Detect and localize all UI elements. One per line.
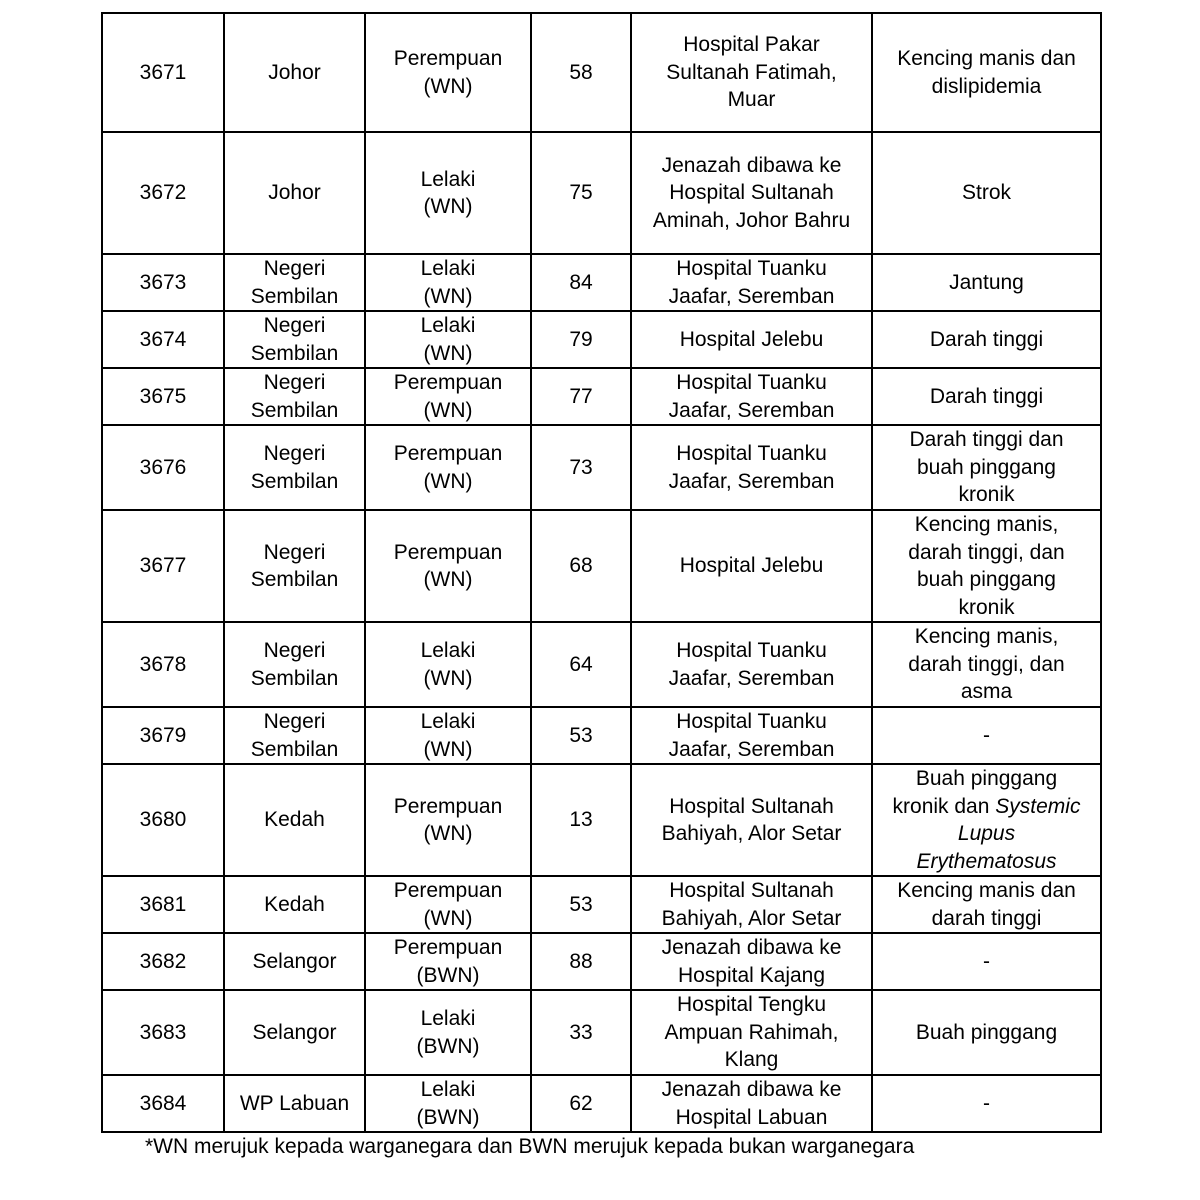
table-row: [102, 1075, 1101, 1132]
cell-state-line: Sembilan: [250, 284, 339, 308]
cell-gender: [365, 764, 531, 876]
cell-condition-line: Darah tinggi: [929, 384, 1044, 408]
cell-hospital-line: Sultanah Fatimah,: [666, 60, 837, 84]
cell-age: 64: [531, 622, 631, 707]
cell-gender-line: Perempuan: [393, 540, 503, 564]
cell-hospital: [631, 311, 872, 368]
cell-condition-line: -: [983, 723, 990, 747]
cell-condition-line: Erythematosus: [916, 849, 1057, 873]
cell-case-id: 3677: [102, 510, 224, 622]
cell-hospital-line: Hospital Tuanku: [676, 257, 827, 280]
cell-case-id: 3680: [102, 764, 224, 876]
cell-gender-line: Perempuan: [393, 936, 503, 959]
table-row: [102, 13, 1101, 132]
cell-hospital-line: Hospital Pakar: [683, 33, 820, 57]
cell-gender-line: Lelaki: [420, 639, 476, 662]
cell-state: [224, 368, 365, 425]
cell-hospital-line: Jenazah dibawa ke: [661, 1078, 842, 1101]
cell-gender: [365, 622, 531, 707]
cell-hospital-line: Bahiyah, Alor Setar: [661, 822, 842, 845]
cell-state-line: Sembilan: [250, 398, 339, 422]
cell-hospital: [631, 707, 872, 764]
cell-hospital-line: Jaafar, Seremban: [668, 284, 835, 308]
table-row: [102, 990, 1101, 1075]
cell-hospital: [631, 254, 872, 311]
cell-hospital: [631, 510, 872, 622]
cell-state: [224, 933, 365, 990]
cell-condition: [872, 933, 1101, 990]
cell-case-id: 3671: [102, 13, 224, 132]
table-row: [102, 933, 1101, 990]
cell-hospital-line: Hospital Tuanku: [676, 639, 827, 662]
cell-state-line: Negeri: [263, 371, 326, 394]
cell-hospital-line: Jenazah dibawa ke: [661, 936, 842, 959]
footnote: *WN merujuk kepada warganegara dan BWN merujuk kepada bukan warganegara: [145, 1135, 915, 1158]
cell-gender-line: Perempuan: [393, 47, 503, 70]
cell-gender: [365, 132, 531, 254]
cell-gender: [365, 1075, 531, 1132]
cell-condition: [872, 1075, 1101, 1132]
cell-gender-line: Lelaki: [420, 1007, 476, 1030]
cell-gender-line: (WN): [423, 666, 473, 690]
cell-condition: [872, 990, 1101, 1075]
cell-state: [224, 510, 365, 622]
cell-gender: [365, 368, 531, 425]
cell-hospital: [631, 764, 872, 876]
cell-hospital-line: Jaafar, Seremban: [668, 469, 835, 493]
cell-gender-line: Lelaki: [420, 710, 476, 733]
cell-gender-line: Lelaki: [420, 167, 476, 191]
cell-hospital-line: Hospital Sultanah: [669, 879, 834, 902]
cell-gender-line: (BWN): [416, 963, 480, 987]
cell-gender-line: (WN): [423, 74, 473, 98]
cell-gender: [365, 876, 531, 933]
cell-case-id: 3676: [102, 425, 224, 510]
cell-condition-line: Jantung: [949, 270, 1024, 294]
cell-gender-line: Perempuan: [393, 879, 503, 902]
cell-state-line: Sembilan: [250, 737, 339, 761]
cell-condition-line: buah pinggang: [917, 455, 1056, 479]
cell-hospital-line: Ampuan Rahimah,: [664, 1020, 839, 1044]
cell-condition: [872, 622, 1101, 707]
cell-hospital-line: Jenazah dibawa ke: [661, 153, 842, 177]
cell-hospital: [631, 622, 872, 707]
cell-gender-line: Lelaki: [420, 257, 476, 280]
cell-hospital-line: Hospital Tengku: [676, 993, 827, 1017]
cell-condition: [872, 311, 1101, 368]
cell-condition-line: Buah pinggang: [915, 767, 1058, 790]
cell-case-id: 3674: [102, 311, 224, 368]
cell-hospital-line: Muar: [727, 88, 776, 112]
cell-hospital-line: Jaafar, Seremban: [668, 737, 835, 761]
cell-condition-line: Strok: [961, 181, 1011, 205]
cell-state: [224, 425, 365, 510]
cell-condition: [872, 707, 1101, 764]
cell-condition-line: Buah pinggang: [915, 1020, 1058, 1044]
cell-condition-line: Lupus: [957, 822, 1016, 845]
cell-condition-line: kronik: [958, 595, 1015, 619]
cell-condition: [872, 132, 1101, 254]
cell-hospital-line: Klang: [724, 1048, 779, 1072]
table-row: [102, 311, 1101, 368]
cell-condition: [872, 254, 1101, 311]
cell-gender-line: (WN): [423, 822, 473, 845]
cell-gender: [365, 311, 531, 368]
cell-age: 75: [531, 132, 631, 254]
cell-state-line: Johor: [268, 181, 321, 205]
cell-condition-line: darah tinggi, dan: [908, 540, 1065, 564]
cell-gender-line: (WN): [423, 398, 473, 422]
cell-state-line: Sembilan: [250, 568, 339, 591]
cell-condition: [872, 510, 1101, 622]
cell-case-id: 3675: [102, 368, 224, 425]
cell-condition-line: kronik dan Systemic: [892, 794, 1081, 818]
cell-hospital-line: Hospital Labuan: [675, 1105, 828, 1129]
cell-age: 33: [531, 990, 631, 1075]
cell-gender-line: (WN): [423, 737, 473, 761]
cell-age: 13: [531, 764, 631, 876]
cell-state-line: Selangor: [252, 1020, 337, 1044]
cell-gender-line: Perempuan: [393, 371, 503, 394]
cell-hospital: [631, 1075, 872, 1132]
cell-gender-line: (WN): [423, 195, 473, 218]
table-row: [102, 425, 1101, 510]
cell-hospital-line: Hospital Jelebu: [679, 327, 824, 351]
cell-condition-line: Kencing manis dan: [897, 879, 1076, 902]
cell-condition: [872, 764, 1101, 876]
cell-hospital-line: Hospital Sultanah: [669, 794, 834, 818]
cell-gender-line: (BWN): [416, 1105, 480, 1129]
cell-state-line: Selangor: [252, 949, 337, 973]
cell-state-line: Negeri: [263, 710, 326, 733]
cases-table-container: [101, 12, 1100, 1133]
cell-state: [224, 707, 365, 764]
table-row: [102, 622, 1101, 707]
cell-hospital: [631, 876, 872, 933]
cell-gender-line: (WN): [423, 284, 473, 308]
cell-hospital: [631, 425, 872, 510]
cell-gender: [365, 707, 531, 764]
cell-hospital-line: Hospital Sultanah: [669, 181, 834, 205]
cell-age: 53: [531, 707, 631, 764]
cell-case-id: 3681: [102, 876, 224, 933]
cell-state-line: Sembilan: [250, 469, 339, 493]
cell-condition-line: darah tinggi: [931, 906, 1042, 930]
cell-condition-line: Kencing manis,: [914, 625, 1059, 649]
cell-hospital: [631, 933, 872, 990]
cell-gender: [365, 510, 531, 622]
cases-table: [101, 12, 1102, 1133]
cell-gender-line: Lelaki: [420, 314, 476, 337]
cell-gender-line: Perempuan: [393, 794, 503, 818]
cell-state: [224, 13, 365, 132]
cell-gender-line: (WN): [423, 568, 473, 591]
cell-gender: [365, 990, 531, 1075]
cell-state-line: Negeri: [263, 639, 326, 662]
cell-state: [224, 132, 365, 254]
cell-gender: [365, 425, 531, 510]
cell-case-id: 3682: [102, 933, 224, 990]
cell-condition-line: darah tinggi, dan: [908, 652, 1065, 676]
cell-hospital-line: Hospital Tuanku: [676, 371, 827, 394]
cell-case-id: 3684: [102, 1075, 224, 1132]
cell-hospital-line: Hospital Tuanku: [676, 442, 827, 465]
cell-state: [224, 311, 365, 368]
cell-state: [224, 622, 365, 707]
table-row: [102, 510, 1101, 622]
cell-state-line: Sembilan: [250, 341, 339, 365]
table-row: [102, 254, 1101, 311]
cell-hospital: [631, 990, 872, 1075]
cell-condition: [872, 368, 1101, 425]
cell-state: [224, 990, 365, 1075]
cell-condition-line: Kencing manis,: [914, 513, 1059, 536]
cell-case-id: 3679: [102, 707, 224, 764]
cell-condition-line: -: [983, 1091, 990, 1115]
cell-gender-line: Perempuan: [393, 442, 503, 465]
cell-condition-line: -: [983, 949, 990, 973]
cell-gender: [365, 13, 531, 132]
cell-condition-line: dislipidemia: [931, 74, 1042, 98]
cell-state-line: Negeri: [263, 314, 326, 337]
table-row: [102, 876, 1101, 933]
cell-age: 68: [531, 510, 631, 622]
cell-condition: [872, 876, 1101, 933]
cell-condition-line: Darah tinggi dan: [909, 428, 1064, 452]
cell-state-line: Negeri: [263, 257, 326, 280]
cell-state-line: Kedah: [264, 892, 325, 916]
cell-age: 88: [531, 933, 631, 990]
cell-gender-line: Lelaki: [420, 1078, 476, 1101]
cell-state: [224, 1075, 365, 1132]
cell-hospital-line: Hospital Jelebu: [679, 554, 824, 578]
cell-age: 73: [531, 425, 631, 510]
cell-state-line: Negeri: [263, 540, 326, 564]
cell-state-line: Sembilan: [250, 666, 339, 690]
table-row: [102, 707, 1101, 764]
cell-condition-line: Darah tinggi: [929, 327, 1044, 351]
cell-hospital-line: Jaafar, Seremban: [668, 398, 835, 422]
cell-gender: [365, 254, 531, 311]
cell-gender-line: (WN): [423, 906, 473, 930]
cell-gender-line: (WN): [423, 469, 473, 493]
table-row: [102, 368, 1101, 425]
cell-case-id: 3683: [102, 990, 224, 1075]
cell-state-line: Negeri: [263, 442, 326, 465]
cell-age: 77: [531, 368, 631, 425]
cell-case-id: 3673: [102, 254, 224, 311]
cell-hospital: [631, 13, 872, 132]
cell-state-line: Johor: [268, 60, 321, 84]
cell-state: [224, 764, 365, 876]
cell-hospital-line: Hospital Tuanku: [676, 710, 827, 733]
cell-hospital-line: Bahiyah, Alor Setar: [661, 906, 842, 930]
cell-case-id: 3678: [102, 622, 224, 707]
cell-hospital-line: Hospital Kajang: [677, 963, 826, 987]
cell-hospital: [631, 132, 872, 254]
cell-condition-line: kronik: [958, 483, 1015, 507]
cell-age: 62: [531, 1075, 631, 1132]
cell-hospital-line: Aminah, Johor Bahru: [652, 208, 851, 232]
cell-case-id: 3672: [102, 132, 224, 254]
cell-state: [224, 876, 365, 933]
cell-state: [224, 254, 365, 311]
table-row: [102, 764, 1101, 876]
cell-gender-line: (WN): [423, 341, 473, 365]
cell-condition-line: Kencing manis dan: [897, 47, 1076, 70]
cases-table-body: [102, 13, 1101, 1132]
cell-gender: [365, 933, 531, 990]
cell-age: 84: [531, 254, 631, 311]
cell-condition-line: asma: [960, 680, 1013, 704]
cell-condition: [872, 425, 1101, 510]
cell-state-line: Kedah: [264, 808, 325, 832]
cell-state-line: WP Labuan: [239, 1091, 350, 1115]
cell-hospital: [631, 368, 872, 425]
cell-gender-line: (BWN): [416, 1034, 480, 1058]
cell-condition-line: buah pinggang: [917, 568, 1056, 591]
cell-age: 79: [531, 311, 631, 368]
cell-age: 58: [531, 13, 631, 132]
table-row: [102, 132, 1101, 254]
cell-hospital-line: Jaafar, Seremban: [668, 666, 835, 690]
cell-age: 53: [531, 876, 631, 933]
cell-condition: [872, 13, 1101, 132]
